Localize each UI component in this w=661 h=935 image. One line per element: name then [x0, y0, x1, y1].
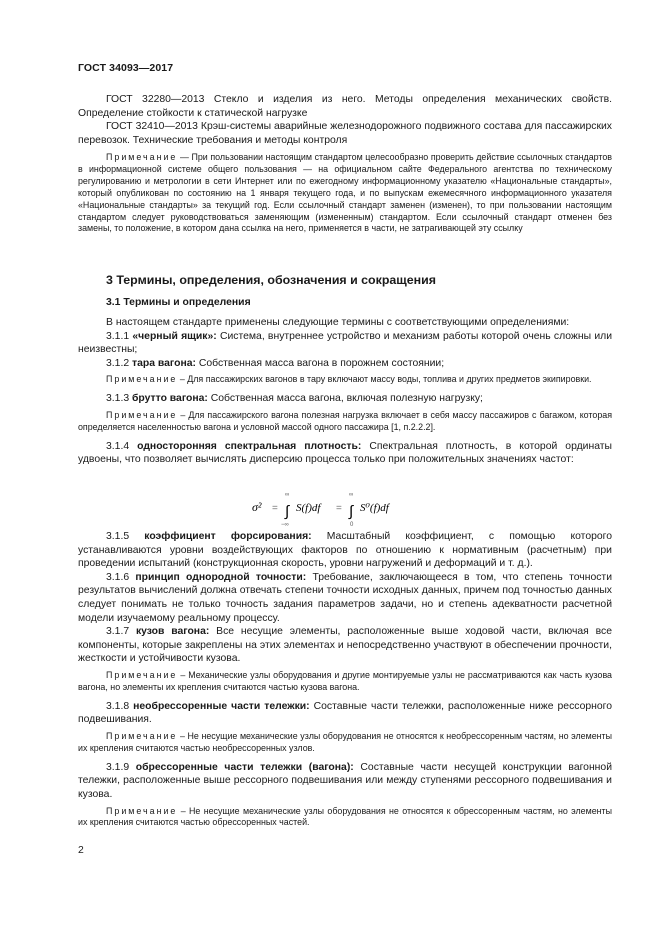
note-3-1-8: Примечание – Не несущие механические узлы оборудования не относятся к необрессоренным частям, но элементы их крепления считаются частью необрессоренных узлов.: [78, 730, 612, 753]
formula-int1-top: ∞: [285, 492, 290, 498]
document-header: ГОСТ 34093—2017: [78, 62, 174, 74]
note-label: Примечание: [106, 152, 178, 162]
term-3-1-1: 3.1.1 «черный ящик»: Система, внутреннее устройство и механизм работы которой очень сложны или неизвестны;: [78, 330, 612, 356]
formula-eq: =: [272, 503, 278, 514]
terms-block-2: [78, 530, 612, 829]
term-name: брутто вагона:: [132, 393, 208, 405]
terms-intro: В настоящем стандарте применены следующие термины с соответствующими определениями:: [106, 317, 570, 328]
formula-term2: S⁰(f)df: [360, 502, 389, 514]
term-3-1-3: 3.1.3 брутто вагона: Собственная масса вагона, включая полезную нагрузку;: [106, 393, 483, 405]
term-name: коэффициент форсирования:: [144, 531, 312, 542]
subsection-title: 3.1 Термины и определения: [106, 297, 251, 308]
term-3-1-2: 3.1.2 тара вагона: Собственная масса вагона в порожнем состоянии;: [106, 357, 445, 369]
term-3-1-7: 3.1.7 кузов вагона: Все несущие элементы, расположенные выше ходовой части, включая все компоненты, которые закреплены на этих элементах и непосредственно участвуют в обеспечении прочности, жесткости и устойчивости кузова.: [78, 626, 612, 665]
term-name: «черный ящик»:: [132, 330, 217, 342]
term-3-1-4: 3.1.4 односторонняя спектральная плотность: Спектральная плотность, в которой ординаты удвоены, что позволяет вычислять дисперсию процесса только при положительных значениях частот:: [78, 440, 612, 466]
section-title: 3 Термины, определения, обозначения и сокращения: [106, 273, 436, 287]
note-3-1-3: Примечание – Для пассажирского вагона полезная нагрузка включает в себя массу пассажиров с багажом, которая определяется населенностью вагона и условной массой одного пассажира [1, п.2.2.2].: [78, 409, 612, 432]
formula-lhs: σ²: [252, 500, 262, 514]
term-name: принцип однородной точности:: [135, 571, 307, 583]
terms-block-1: [78, 316, 612, 467]
term-name: тара вагона:: [132, 357, 196, 369]
term-name: необрессоренные части тележки:: [133, 700, 310, 712]
formula-int2-top: ∞: [349, 492, 354, 498]
normative-references: [78, 93, 612, 147]
reference-item: ГОСТ 32280—2013 Стекло и изделия из него. Методы определения механических свойств. Определение стойкости к статической нагрузке: [78, 94, 612, 119]
note-text: — При пользовании настоящим стандартом целесообразно проверить действие ссылочных стандартов в информационной системе общего пользования — на официальном сайте Федерального агентства по техническому регулированию и метрологии в сети Интернет или по ежегодному информационному указателю «Национальные стандарты», который опубликован по состоянию на 1 января текущего года, и по выпускам ежемесячного информационного указателя «Национальные стандарты» за текущий год. Если ссылочный стандарт заменен (изменен), то при пользовании настоящим стандартом следует руководствоваться заменяющим (измененным) стандартом. Если ссылочный стандарт отменен без замены, то положение, в котором дана ссылка на него, применяется в части, не затрагивающей эту ссылку: [78, 152, 612, 234]
spectral-density-formula: [250, 488, 450, 528]
term-3-1-6: 3.1.6 принцип однородной точности: Требование, заключающееся в том, что степень точности результатов вычислений должна отвечать степени точности исходных данных, причем под точностью данных следует понимать не только точность задания параметров задачи, но и степень адекватности расчетной модели изучаемому реальному процессу.: [78, 571, 612, 624]
note-3-1-9: Примечание – Не несущие механические узлы оборудования не относятся к обрессоренным частям, но элементы их крепления считаются частью обрессоренных частей.: [78, 805, 612, 828]
note-3-1-2: Примечание – Для пассажирских вагонов в тару включают массу воды, топлива и других предметов экипировки.: [106, 374, 592, 385]
term-3-1-8: 3.1.8 необрессоренные части тележки: Составные части тележки, расположенные ниже рессорного подвешивания.: [78, 700, 612, 726]
term-name: односторонняя спектральная плотность:: [137, 440, 362, 452]
term-3-1-5: 3.1.5 коэффициент форсирования: Масштабный коэффициент, с помощью которого устанавливаются уровни воздействующих факторов по отношению к нормативным (расчетным) при проведении испытаний (конструкционная скорость, уровни нагружений и деформаций и т. д.).: [78, 531, 612, 570]
term-name: обрессоренные части тележки (вагона):: [135, 761, 354, 773]
formula-int2-bot: 0: [350, 522, 354, 528]
formula-integral-2-icon: ∫: [349, 503, 354, 520]
note-3-1-7: Примечание – Механические узлы оборудования и другие монтируемые узлы не рассматриваются как часть кузова вагона, но элементы их крепления считаются частью кузова вагона.: [78, 669, 612, 692]
formula-eq: =: [336, 503, 342, 514]
reference-item: ГОСТ 32410—2013 Крэш-системы аварийные железнодорожного подвижного состава для пассажирских перевозок. Технические требования и методы контроля: [78, 121, 612, 146]
formula-integral-1-icon: ∫: [285, 503, 290, 520]
formula-term1: S(f)df: [296, 502, 321, 514]
formula-int1-bot: −∞: [281, 522, 289, 528]
note-references: [78, 152, 612, 235]
page-number: 2: [78, 845, 84, 856]
term-3-1-9: 3.1.9 обрессоренные части тележки (вагона): Составные части несущей конструкции вагонной тележки, расположенные выше рессорного подвешивания или между ступенями рессорного подвешивания и кузова.: [78, 761, 613, 800]
term-name: кузов вагона:: [135, 626, 210, 638]
